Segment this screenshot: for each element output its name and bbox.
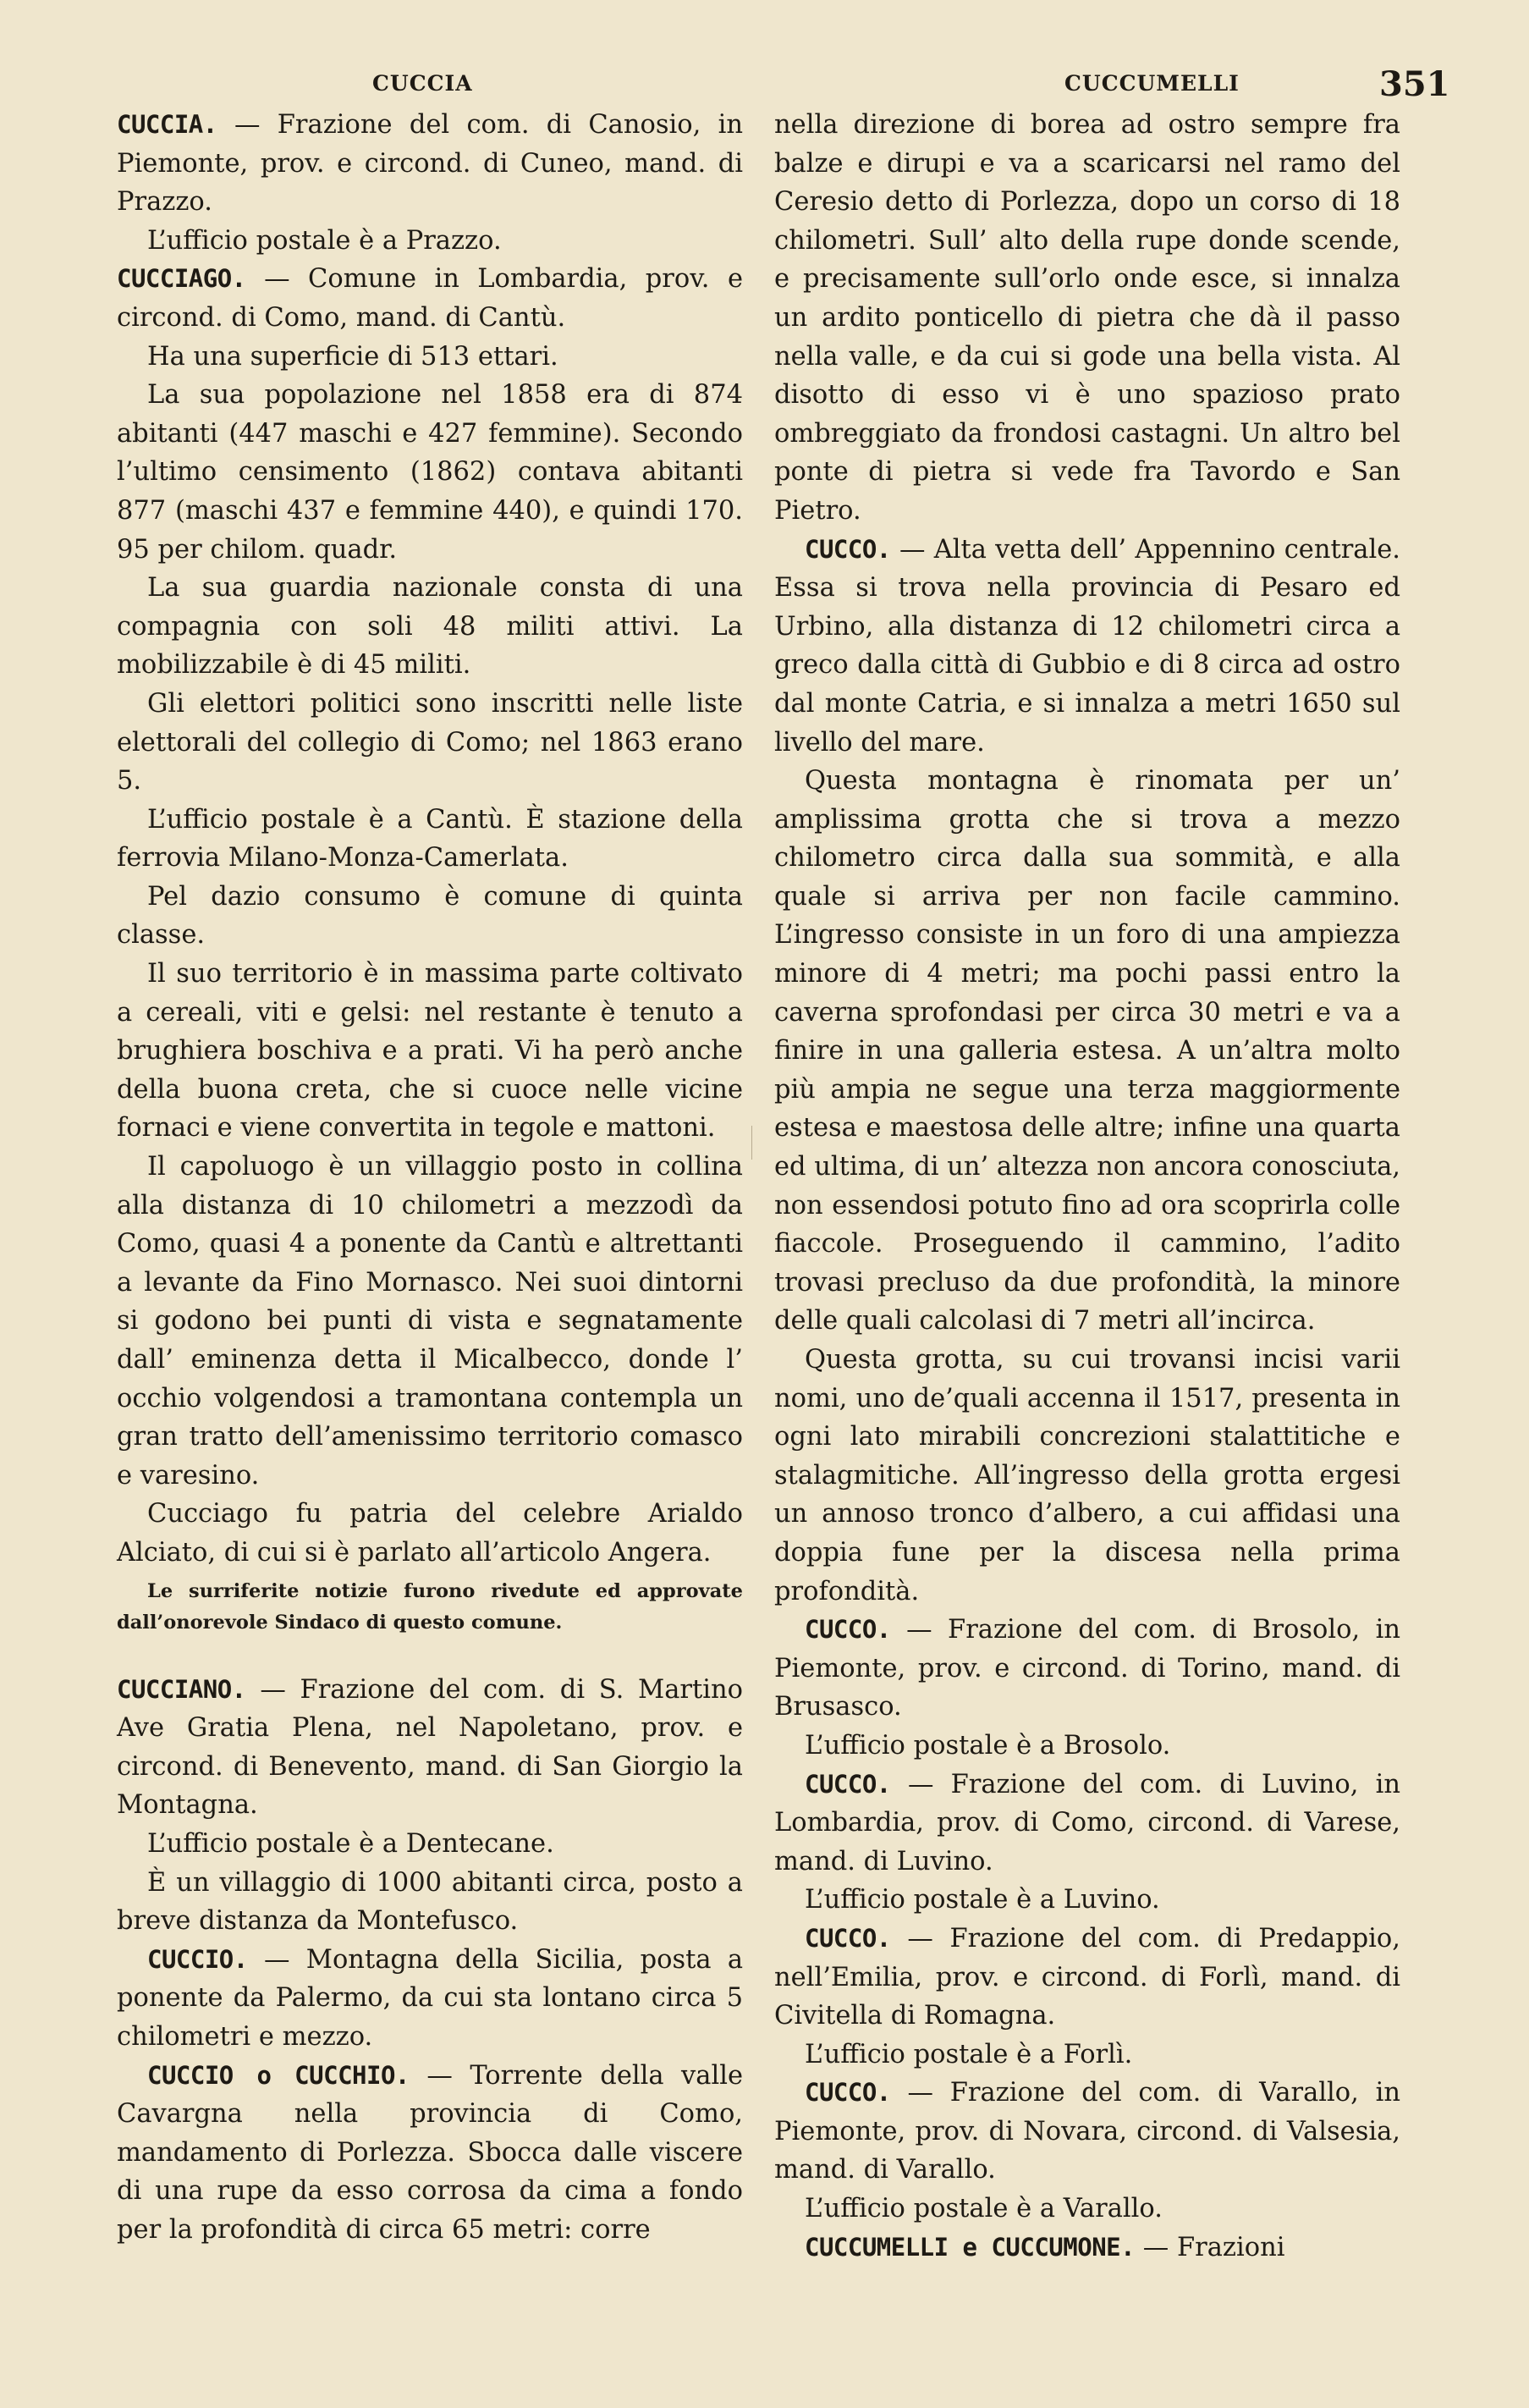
paragraph: Questa montagna è rinomata per un’ amplissima grotta che si trova a mezzo chilometro circa dalla sua sommità, e alla quale si arriva per non facile cammino. L’ingresso consiste in un foro di una ampiezza minore di 4 metri; ma pochi passi entro la caverna sprofondasi per circa 30 metri e va a finire in una galleria estesa. A un’altra molto più ampia ne segue una terza maggiormente estesa e maestosa delle altre; infine una quarta ed ultima, di un’ altezza non ancora conosciuta, non essendosi potuto fino ad ora scoprirla colle fiaccole. Proseguendo il cammino, l’adito trovasi precluso da due profondità, la minore delle quali calcolasi di 7 metri all’incirca.	[774, 766, 1400, 1336]
entry-cucco-luvino	[774, 1766, 1400, 1882]
paragraph: L’ufficio postale è a Brosolo.	[805, 1730, 1171, 1761]
entry-text: — Frazione del com. di Predappio, nell’Emilia, prov. e circond. di Forlì, mand. di Civitella di Romagna.	[774, 1923, 1400, 2031]
entry-cucciago	[117, 260, 743, 337]
paragraph: Il suo territorio è in massima parte coltivato a cereali, viti e gelsi: nel restante è tenuto a brughiera boschiva e a prati. Vi ha però anche della buona creta, che si cuoce nelle vicine fornaci e viene convertita in tegole e mattoni.	[117, 959, 743, 1143]
entry-cuccia	[117, 106, 743, 222]
entry-text: — Frazioni	[1142, 2232, 1285, 2262]
paragraph: La sua popolazione nel 1858 era di 874 abitanti (447 maschi e 427 femmine). Secondo l’ultimo censimento (1862) contava abitanti 877 (maschi 437 e femmine 440), e quindi 170. 95 per chilom. quadr.	[117, 380, 743, 565]
entry-cucco-appennino	[774, 531, 1400, 763]
paragraph: Pel dazio consumo è comune di quinta classe.	[117, 881, 743, 951]
headword: CUCCIAGO.	[117, 264, 246, 294]
entry-text: — Frazione del com. di Brosolo, in Piemonte, prov. e circond. di Torino, mand. di Brusasco.	[774, 1615, 1400, 1722]
paragraph: L’ufficio postale è a Luvino.	[805, 1885, 1160, 1915]
entry-text: — Alta vetta dell’ Appennino centrale. Essa si trova nella provincia di Pesaro ed Urbino, alla distanza di 12 chilometri circa a greco dalla città di Gubbio e di 8 circa ad ostro dal monte Catria, e si innalza a metri 1650 sul livello del mare.	[774, 534, 1400, 758]
entry-cucco-varallo	[774, 2074, 1400, 2190]
paragraph: La sua guardia nazionale consta di una compagnia con soli 48 militi attivi. La mobilizzabile è di 45 militi.	[117, 573, 743, 681]
headword: CUCCUMELLI e CUCCUMONE.	[805, 2232, 1136, 2262]
running-head-right: CUCCUMELLI	[1064, 71, 1240, 96]
entry-text: — Torrente della valle Cavargna nella provincia di Como, mandamento di Porlezza. Sbocca dalle viscere di una rupe da esso corrosa da cima a fondo per la profondità di circa 65 metri: corre	[117, 2060, 744, 2245]
headword: CUCCIO.	[147, 1944, 248, 1974]
paragraph: nella direzione di borea ad ostro sempre fra balze e dirupi e va a scaricarsi nel ramo del Ceresio detto di Porlezza, dopo un corso di 18 chilometri. Sull’ alto della rupe donde scende, e precisamente sull’orlo onde esce, si innalza un ardito ponticello di pietra che dà il passo nella valle, e da cui si gode una bella vista. Al disotto di esso vi è uno spazioso prato ombreggiato da frondosi castagni. Un altro bel ponte di pietra si vede fra Tavordo e San Pietro.	[774, 110, 1400, 526]
entry-text: — Comune in Lombardia, prov. e circond. di Como, mand. di Cantù.	[117, 264, 743, 333]
paragraph: Questa grotta, su cui trovansi incisi varii nomi, uno de’quali accenna il 1517, presenta in ogni lato mirabili concrezioni stalattitiche e stalagmitiche. All’ingresso della grotta ergesi un annoso tronco d’albero, a cui affidasi una doppia fune per la discesa nella prima profondità.	[774, 1345, 1400, 1606]
paragraph: L’ufficio postale è a Varallo.	[805, 2194, 1163, 2224]
headword: CUCCO.	[805, 1923, 891, 1953]
paragraph: È un villaggio di 1000 abitanti circa, posto a breve distanza da Montefusco.	[117, 1867, 743, 1937]
headword: CUCCIA.	[117, 110, 217, 139]
column-divider	[751, 1126, 752, 1160]
headword: CUCCO.	[805, 2078, 891, 2108]
entry-text: — Frazione del com. di Luvino, in Lombardia, prov. di Como, circond. di Varese, mand. di Luvino.	[774, 1769, 1400, 1876]
paragraph: Cucciago fu patria del celebre Arialdo Alciato, di cui si è parlato all’articolo Angera.	[117, 1499, 743, 1568]
entry-text: — Frazione del com. di S. Martino Ave Gratia Plena, nel Napoletano, prov. e circond. di Benevento, mand. di San Giorgio la Montagna.	[117, 1674, 743, 1821]
page-number: 351	[1379, 64, 1450, 104]
paragraph: L’ufficio postale è a Cantù. È stazione della ferrovia Milano-Monza-Camerlata.	[117, 804, 743, 873]
entry-cucciano	[117, 1671, 743, 1825]
paragraph: Ha una superficie di 513 ettari.	[147, 341, 558, 372]
entry-text: — Montagna della Sicilia, posta a ponente da Palermo, da cui sta lontano circa 5 chilometri e mezzo.	[117, 1944, 743, 2052]
left-column	[117, 106, 743, 2249]
entry-cuccumelli	[774, 2229, 1400, 2267]
headword: CUCCO.	[805, 1615, 891, 1645]
entry-text: — Frazione del com. di Varallo, in Piemonte, prov. di Novara, circond. di Valsesia, mand. di Varallo.	[774, 2078, 1400, 2185]
entry-cuccio	[117, 1941, 743, 2057]
entry-cucco-brosolo	[774, 1611, 1400, 1727]
source-note: Le surriferite notizie furono rivedute ed approvate dall’onorevole Sindaco di questo comune.	[117, 1579, 743, 1634]
paragraph: Gli elettori politici sono inscritti nelle liste elettorali del collegio di Como; nel 1863 erano 5.	[117, 688, 743, 796]
entry-cucco-predappio	[774, 1920, 1400, 2036]
paragraph: L’ufficio postale è a Forlì.	[805, 2039, 1133, 2069]
headword: CUCCIANO.	[117, 1674, 246, 1704]
headword: CUCCO.	[805, 1769, 891, 1799]
paragraph: L’ufficio postale è a Prazzo.	[147, 225, 502, 256]
entry-text: — Frazione del com. di Canosio, in Piemonte, prov. e circond. di Cuneo, mand. di Prazzo.	[117, 110, 743, 218]
headword: CUCCO.	[805, 534, 891, 564]
paragraph: Il capoluogo è un villaggio posto in collina alla distanza di 10 chilometri a mezzodì da Como, quasi 4 a ponente da Cantù e altrettanti a levante da Fino Mornasco. Nei suoi dintorni si godono bei punti di vista e segnatamente dall’ eminenza detta il Micalbecco, donde l’ occhio volgendosi a tramontana contempla un gran tratto dell’amenissimo territorio comasco e varesino.	[117, 1152, 743, 1491]
headword: CUCCIO o CUCCHIO.	[147, 2060, 410, 2090]
entry-cuccio-cucchio	[117, 2057, 743, 2250]
running-head-left: CUCCIA	[372, 71, 473, 96]
paragraph: L’ufficio postale è a Dentecane.	[147, 1828, 554, 1859]
right-column	[774, 106, 1400, 2267]
